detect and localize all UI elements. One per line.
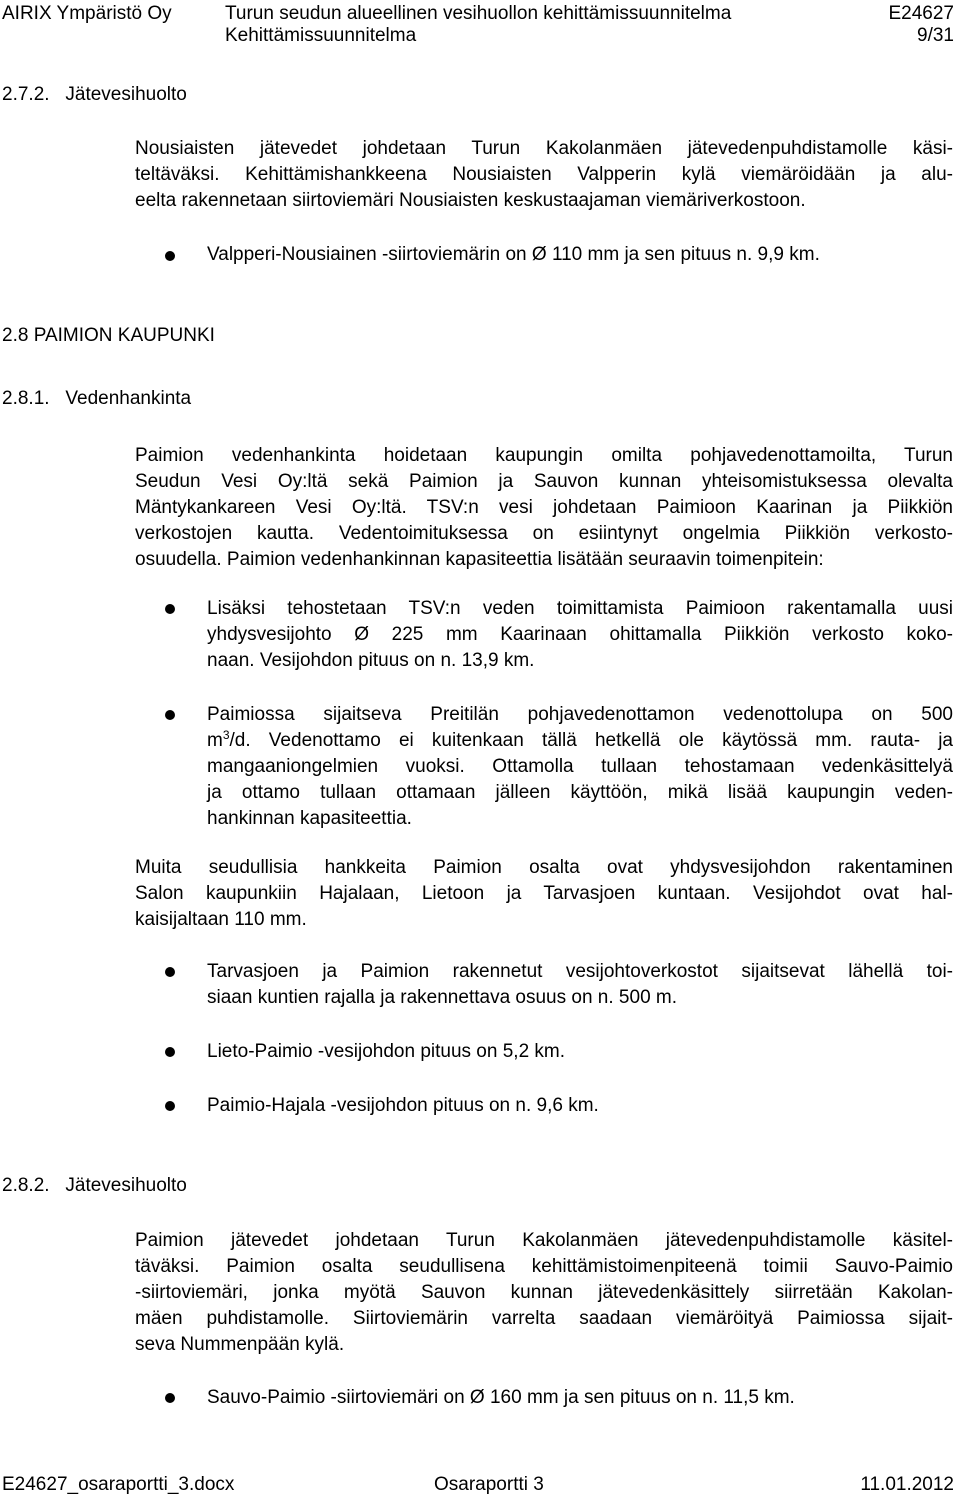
unit-m: m: [207, 730, 223, 751]
paragraph-line: kaisijaltaan 110 mm.: [135, 909, 307, 930]
bullet-line: siaan kuntien rajalla ja rakennettava osuus on n. 500 m.: [207, 987, 678, 1008]
header-doc-type: Kehittämissuunnitelma: [225, 25, 417, 46]
bullet-point-icon: [165, 604, 175, 614]
bullet-preitila-intake: [207, 702, 953, 832]
paragraph-paimio-water-supply: [135, 443, 953, 573]
bullet-point-icon: [165, 710, 175, 720]
paragraph-line: Muita seudullisia hankkeita Paimion osalta ovat yhdysvesijohdon rakentaminen: [135, 857, 953, 878]
unit-superscript: 3: [222, 728, 230, 742]
paragraph-line: Seudun Vesi Oy:ltä sekä Paimion ja Sauvon kunnan yhteisomistuksessa olevalta: [135, 471, 953, 492]
paragraph-line: verkostojen kautta. Vedentoimituksessa on esiintynyt ongelmia Piikkiön verkosto-: [135, 523, 953, 544]
bullet-line: mangaaniongelmien vuoksi. Ottamolla tullaan tehostamaan vedenkäsittelyä: [207, 756, 953, 777]
bullet-line: naan. Vesijohdon pituus on n. 13,9 km.: [207, 650, 535, 671]
bullet-point-icon: [165, 1393, 175, 1403]
section-heading-2-8-1: 2.8.1. Vedenhankinta: [2, 388, 192, 409]
bullet-sauvo-paimio-sewer: Sauvo-Paimio -siirtoviemäri on Ø 160 mm ja sen pituus on n. 11,5 km.: [207, 1387, 795, 1408]
footer-filename: E24627_osaraportti_3.docx: [2, 1474, 235, 1495]
paragraph-line: osuudella. Paimion vedenhankinnan kapasiteettia lisätään seuraavin toimenpitein:: [135, 549, 824, 570]
paragraph-line: Paimion jätevedet johdetaan Turun Kakolanmäen jätevedenpuhdistamolle käsitel-: [135, 1230, 953, 1251]
header-page-number: 9/31: [917, 25, 954, 46]
section-heading-2-8: 2.8 PAIMION KAUPUNKI: [2, 325, 215, 346]
paragraph-line: mäen puhdistamolle. Siirtoviemärin varrelta saadaan viemäröityä Paimiossa sijait-: [135, 1308, 953, 1329]
bullet-line: yhdysvesijohto Ø 225 mm Kaarinaan ohittamalla Piikkiön verkosto koko-: [207, 624, 953, 645]
bullet-line: Lisäksi tehostetaan TSV:n veden toimittamista Paimioon rakentamalla uusi: [207, 598, 953, 619]
bullet-lieto-paimio: Lieto-Paimio -vesijohdon pituus on 5,2 km.: [207, 1041, 566, 1062]
header-code: E24627: [888, 3, 954, 24]
bullet-paimio-hajala: Paimio-Hajala -vesijohdon pituus on n. 9,6 km.: [207, 1095, 599, 1116]
paragraph-line: Nousiaisten jätevedet johdetaan Turun Kakolanmäen jätevedenpuhdistamolle käsi-: [135, 138, 953, 159]
footer-report: Osaraportti 3: [434, 1474, 544, 1495]
bullet-line-with-superscript: [207, 728, 953, 754]
paragraph-line: teltäväksi. Kehittämishankkeena Nousiaisten Valpperin kylä viemäröidään ja alu-: [135, 164, 953, 185]
header-project: Turun seudun alueellinen vesihuollon kehittämissuunnitelma: [225, 3, 732, 24]
section-heading-2-7-2: 2.7.2. Jätevesihuolto: [2, 84, 187, 105]
paragraph-line: Paimion vedenhankinta hoidetaan kaupungin omilta pohjavedenottamoilta, Turun: [135, 445, 953, 466]
bullet-tarvasjoki-network: [207, 959, 953, 1011]
paragraph-line: eelta rakennetaan siirtoviemäri Nousiaisten keskustaajaman viemäriverkostoon.: [135, 190, 806, 211]
paragraph-line: -siirtoviemäri, jonka myötä Sauvon kunnan jätevedenkäsittely siirretään Kakolan-: [135, 1282, 953, 1303]
header-company: AIRIX Ympäristö Oy: [2, 3, 172, 24]
bullet-point-icon: [165, 967, 175, 977]
paragraph-line: Salon kaupunkiin Hajalaan, Lietoon ja Tarvasjoen kuntaan. Vesijohdot ovat hal-: [135, 883, 953, 904]
paragraph-regional-projects: [135, 855, 953, 933]
bullet-point-icon: [165, 1047, 175, 1057]
bullet-tsv-connection: [207, 596, 953, 674]
bullet-valpperi-sewer: Valpperi-Nousiainen -siirtoviemärin on Ø 110 mm ja sen pituus n. 9,9 km.: [207, 244, 820, 265]
paragraph-line: Mäntykankareen Vesi Oy:ltä. TSV:n vesi johdetaan Paimioon Kaarinan ja Piikkiön: [135, 497, 953, 518]
bullet-line: Paimiossa sijaitseva Preitilän pohjavedenottamon vedenottolupa on 500: [207, 704, 953, 725]
paragraph-line: seva Nummenpään kylä.: [135, 1334, 345, 1355]
paragraph-paimio-wastewater: [135, 1228, 953, 1358]
footer-date: 11.01.2012: [860, 1474, 954, 1495]
paragraph-nousiainen-wastewater: [135, 136, 953, 214]
section-heading-2-8-2: 2.8.2. Jätevesihuolto: [2, 1175, 187, 1196]
paragraph-line: täväksi. Paimion osalta seudullisena kehittämistoimenpiteenä toimii Sauvo-Paimio: [135, 1256, 953, 1277]
bullet-point-icon: [165, 1101, 175, 1111]
bullet-line: Tarvasjoen ja Paimion rakennetut vesijohtoverkostot sijaitsevat lähellä toi-: [207, 961, 953, 982]
bullet-point-icon: [165, 251, 175, 261]
bullet-line-remainder: /d. Vedenottamo ei kuitenkaan tällä hetkellä ole käytössä mm. rauta- ja: [229, 730, 953, 751]
bullet-line: hankinnan kapasiteettia.: [207, 808, 412, 829]
bullet-line: ja ottamo tullaan ottamaan jälleen käyttöön, mikä lisää kaupungin veden-: [207, 782, 953, 803]
